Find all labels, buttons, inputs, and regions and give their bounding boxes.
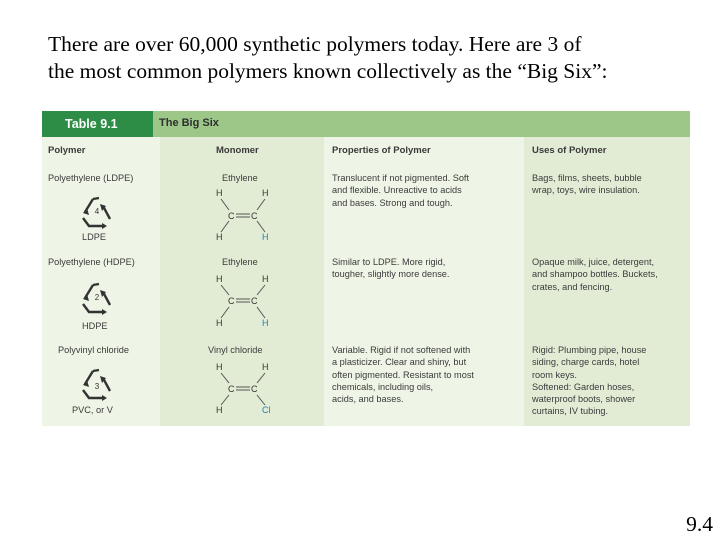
intro-line-2: the most common polymers known collectively as the “Big Six”:: [48, 59, 608, 83]
monomer-name: Vinyl chloride: [208, 345, 263, 355]
header-monomer: Monomer: [216, 145, 259, 156]
atom: C: [251, 296, 258, 306]
big-six-table: [42, 111, 690, 426]
polymer-abbrev: PVC, or V: [72, 405, 113, 415]
table-name: The Big Six: [159, 117, 219, 129]
atom-substituent: H: [262, 318, 269, 328]
atom: C: [228, 296, 235, 306]
atom: H: [216, 274, 223, 284]
polymer-name: Polyethylene (LDPE): [48, 173, 134, 183]
properties-text: Variable. Rigid if not softened with a plasticizer. Clear and shiny, but often pigmented. Resistant to most chemicals, including oils, acids, and bases.: [332, 345, 474, 405]
properties-text: Similar to LDPE. More rigid, tougher, slightly more dense.: [332, 257, 450, 280]
page-number: 9.4: [686, 512, 713, 536]
atom-substituent: Cl: [262, 405, 271, 415]
atom-substituent: H: [262, 232, 269, 242]
properties-text: Translucent if not pigmented. Soft and flexible. Unreactive to acids and bases. Strong and tough.: [332, 173, 470, 208]
atom: H: [216, 362, 223, 372]
atom: H: [216, 318, 223, 328]
uses-text: Bags, films, sheets, bubble wrap, toys, wire insulation.: [532, 173, 642, 196]
header-polymer: Polymer: [48, 145, 86, 156]
atom: H: [262, 188, 269, 198]
monomer-name: Ethylene: [222, 257, 258, 267]
recycle-code: 2: [94, 293, 100, 302]
atom: H: [216, 405, 223, 415]
polymer-abbrev: HDPE: [82, 321, 108, 331]
intro-text: [48, 31, 698, 85]
uses-text: Opaque milk, juice, detergent, and shampoo bottles. Buckets, crates, and fencing.: [532, 257, 658, 292]
uses-text: Rigid: Plumbing pipe, house siding, charge cards, hotel room keys. Softened: Garden hoses, waterproof boots, shower curtains, IV tubing.: [532, 345, 647, 417]
atom: C: [251, 384, 258, 394]
header-properties: Properties of Polymer: [332, 145, 431, 156]
polymer-name: Polyethylene (HDPE): [48, 257, 135, 267]
atom: H: [216, 232, 223, 242]
atom: H: [262, 274, 269, 284]
recycle-code: 4: [94, 207, 100, 216]
polymer-abbrev: LDPE: [82, 232, 107, 242]
recycle-code: 3: [94, 382, 100, 391]
atom: H: [262, 362, 269, 372]
atom: C: [251, 211, 258, 221]
atom: C: [228, 211, 235, 221]
table-tag: Table 9.1: [42, 111, 153, 137]
polymer-name: Polyvinyl chloride: [58, 345, 129, 355]
header-uses: Uses of Polymer: [532, 145, 607, 156]
atom: H: [216, 188, 223, 198]
monomer-name: Ethylene: [222, 173, 258, 183]
atom: C: [228, 384, 235, 394]
intro-line-1: There are over 60,000 synthetic polymers today. Here are 3 of: [48, 32, 582, 56]
